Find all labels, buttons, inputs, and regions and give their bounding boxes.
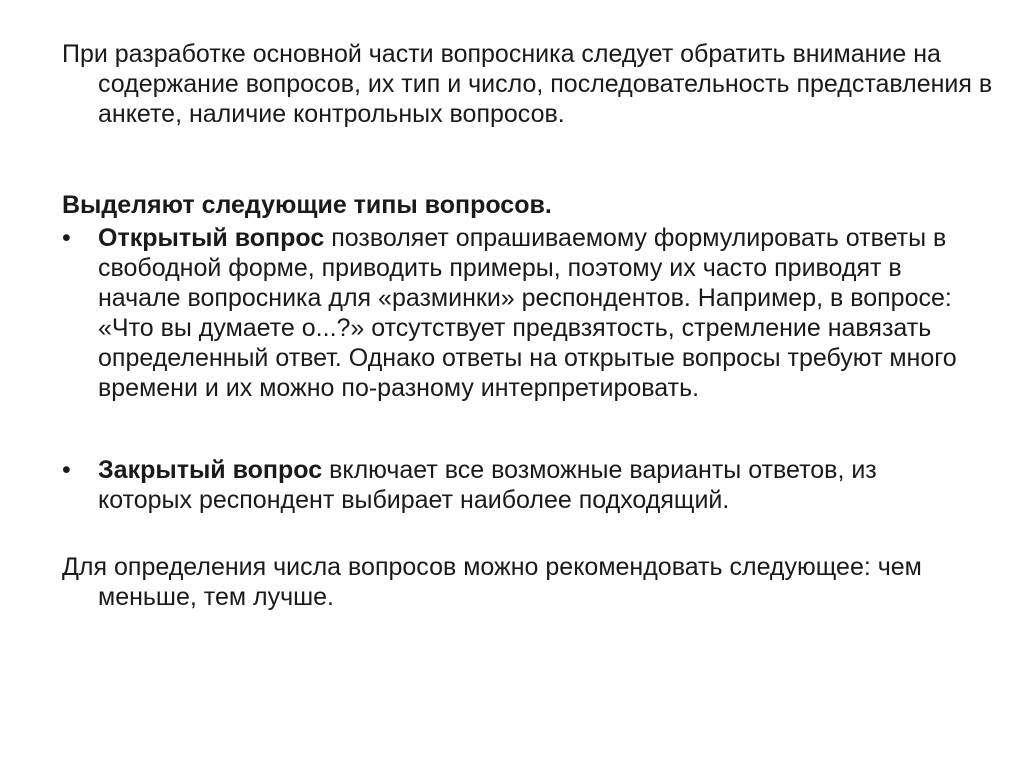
conclusion-paragraph: Для определения числа вопросов можно рекомендовать следующее: чем меньше, тем лучше. [62,553,922,611]
bullet-closed-question [62,455,962,515]
open-question-term: Открытый вопрос [98,224,325,252]
closed-question-term: Закрытый вопрос [98,456,323,484]
intro-paragraph: При разработке основной части вопросника следует обратить внимание на содержание вопросов, их тип и число, последовательность представления в анкете, наличие контрольных вопросов. [62,40,993,128]
bullet-open-question [62,223,962,403]
closed-question-description: включает все возможные варианты ответов, из которых респондент выбирает наиболее подходящий. [98,456,877,514]
bullet-text [98,455,962,515]
bullet-marker: • [62,224,71,252]
question-types-heading: Выделяют следующие типы вопросов. [62,191,552,219]
open-question-description: позволяет опрашиваемому формулировать ответы в свободной форме, приводить примеры, поэтому их часто приводят в начале вопросника для «разминки» респондентов. Например, в вопросе: «Что вы думаете о...?» отсутствует предвзятость, стремление навязать определенный ответ. Однако ответы на открытые вопросы требуют много времени и их можно по-разному интерпретировать. [98,224,957,402]
bullet-marker: • [62,456,71,484]
bullet-text [98,223,962,403]
